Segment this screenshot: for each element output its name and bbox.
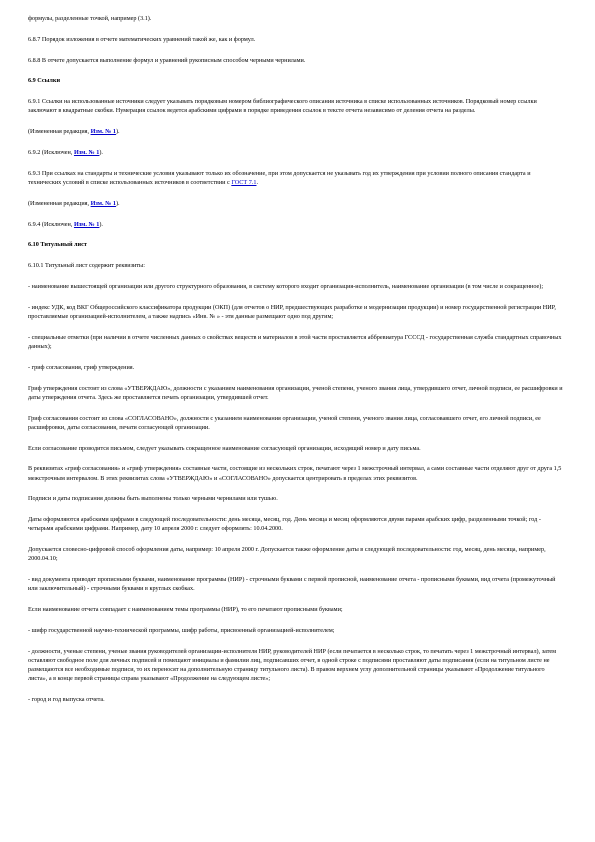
amendment-note [28,127,563,136]
amendment-prefix: (Измененная редакция, [28,128,91,136]
paragraph-signatures: Подписи и даты подписания должны быть выполнены только черными чернилами или тушью. [28,495,278,503]
list-item-positions: - должности, ученые степени, ученые звания руководителей организации-исполнителя НИР, руководителей НИР (если печатается в несколько строк, то печатать через 1 межстрочный интервал), затем оставляют свободное поле для личных подписей и помещают инициалы и фамилии лиц, подписавших отчет, в одной строке с подписями проставляют даты подписания (если на титульном листе не размещаются все необходимые подписи, то их переносят на дополнительную страницу титульного листа). В правом верхнем углу дополнительной страницы указывают «Продолжение титульного листа», а в конце первой страницы справа указывают «Продолжение на следующем листе»; [28,647,557,683]
gost-link[interactable]: ГОСТ 7.1 [231,178,257,186]
excluded-suffix: ). [99,148,103,156]
list-item-special-marks: - специальные отметки (при наличии в отчете численных данных о свойствах веществ и материалов в этой части проставляется аббревиатура ГСССД - государственная служба стандартных справочных данных); [28,333,562,350]
amendment-suffix: ). [115,128,120,136]
list-item-document-type: - вид документа приводят прописными буквами, наименование программы (НИР) - строчными буквами с первой прописной, наименование отчета - прописными буквами, вид отчета (промежуточный или заключительный) - строчными буквами в круглых скобках. [28,576,556,593]
list-item-udc-index: - индекс УДК, код ВКГ Общероссийского классификатора продукции (ОКП) (для отчетов о НИР, предшествующих разработке и модернизации продукции) и номер государственной регистрации НИР, проставляемые организацией-исполнителем, а также надпись «Инв. № » - эти данные размещают одно под другим; [28,303,556,320]
section-heading-6-10: 6.10 Титульный лист [28,241,87,249]
paragraph-title-match: Если наименование отчета совпадает с наименованием темы программы (НИР), то его печатают прописными буквами; [28,606,343,614]
excluded-suffix: ). [99,220,103,228]
paragraph-6-8-8: 6.8.8 В отчете допускается выполнение формул и уравнений рукописным способом черными чернилами. [28,56,306,64]
amendment-link[interactable]: Изм. № 1 [90,199,116,207]
paragraph-formula-ref: формулы, разделенные точкой, например (3.1). [28,15,152,22]
paragraph-6-9-4 [28,220,563,229]
excluded-prefix: 6.9.4 (Исключен, [28,220,74,228]
paragraph-6-8-7: 6.8.7 Порядок изложения в отчете математических уравнений такой же, как и формул. [28,35,256,43]
list-item-program-code: - шифр государственной научно-технической программы, шифр работы, присвоенный организацией-исполнителем; [28,626,335,634]
excluded-prefix: 6.9.2 (Исключен, [28,148,74,156]
paragraph-6-9-2 [28,148,563,157]
paragraph-6-9-3-end: . [256,178,259,186]
paragraph-6-9-3-text: 6.9.3 При ссылках на стандарты и технические условия указывают только их обозначение, при этом допускается не указывать год их утверждения при условии полного описания стандарта и технических условий в списке использованных источников в соответствии с [28,169,531,186]
paragraph-date-format: Даты оформляются арабскими цифрами в следующей последовательности: день месяца, месяц, год. День месяца и месяц оформляются двумя парами арабских цифр, разделенными точкой; год - четырьмя арабскими цифрами. Например, дату 10 апреля 2000 г. следует оформлять: 10.04.2000. [28,516,541,533]
amendment-prefix: (Измененная редакция, [28,199,91,207]
paragraph-stamp-spacing: В реквизитах «гриф согласования» и «гриф утверждения» составные части, состоящие из нескольких строк, печатают через 1 межстрочный интервал, а сами составные части отделяют друг от друга 1,5 межстрочным интервалом. В этих реквизитах слова «УТВЕРЖДАЮ» и «СОГЛАСОВАНО» допускается центрировать в пределах этих реквизитов. [28,465,562,482]
paragraph-6-9-3 [28,169,563,187]
amendment-link[interactable]: Изм. № 1 [73,220,100,228]
amendment-note [28,199,563,208]
list-item-organization: - наименование вышестоящей организации или другого структурного образования, в систему которого входит организация-исполнитель, наименование организации (в том числе и сокращенное); [28,282,544,290]
list-item-approval-stamps: - гриф согласования, гриф утверждения. [28,363,135,371]
paragraph-6-10-1: 6.10.1 Титульный лист содержит реквизиты: [28,262,145,270]
amendment-link[interactable]: Изм. № 1 [73,148,100,156]
section-heading-6-9: 6.9 Ссылки [28,77,61,85]
paragraph-6-9-1: 6.9.1 Ссылки на использованные источники следует указывать порядковым номером библиографического описания источника в списке использованных источников. Порядковый номер ссылки заключают в квадратные скобки. Нумерация ссылок ведется арабскими цифрами в порядке приведения ссылок в тексте отчета независимо от деления отчета на разделы. [28,98,537,115]
paragraph-approval-stamp: Гриф утверждения состоит из слова «УТВЕРЖДАЮ», должности с указанием наименования организации, ученой степени, ученого звания лица, утвердившего отчет, личной подписи, ее расшифровки и даты утверждения отчета. Здесь же проставляется печать организации, утвердившей отчет. [28,384,563,401]
paragraph-agreement-stamp: Гриф согласования состоит из слова «СОГЛАСОВАНО», должности с указанием наименования организации, ученой степени, ученого звания лица, согласовавшего отчет, его личной подписи, ее расшифровки, даты согласования, печати согласующей организации. [28,414,541,431]
amendment-link[interactable]: Изм. № 1 [90,128,116,136]
list-item-city-year: - город и год выпуска отчета. [28,696,105,704]
paragraph-agreement-letter: Если согласование проводится письмом, следует указывать сокращенное наименование согласующей организации, исходящий номер и дату письма. [28,444,421,452]
paragraph-date-verbal: Допускается словесно-цифровой способ оформления даты, например: 10 апреля 2000 г. Допускается также оформление даты в следующей последовательности: год, месяц, день месяца, например, 2000.04.10; [28,546,546,563]
amendment-suffix: ). [115,199,120,207]
